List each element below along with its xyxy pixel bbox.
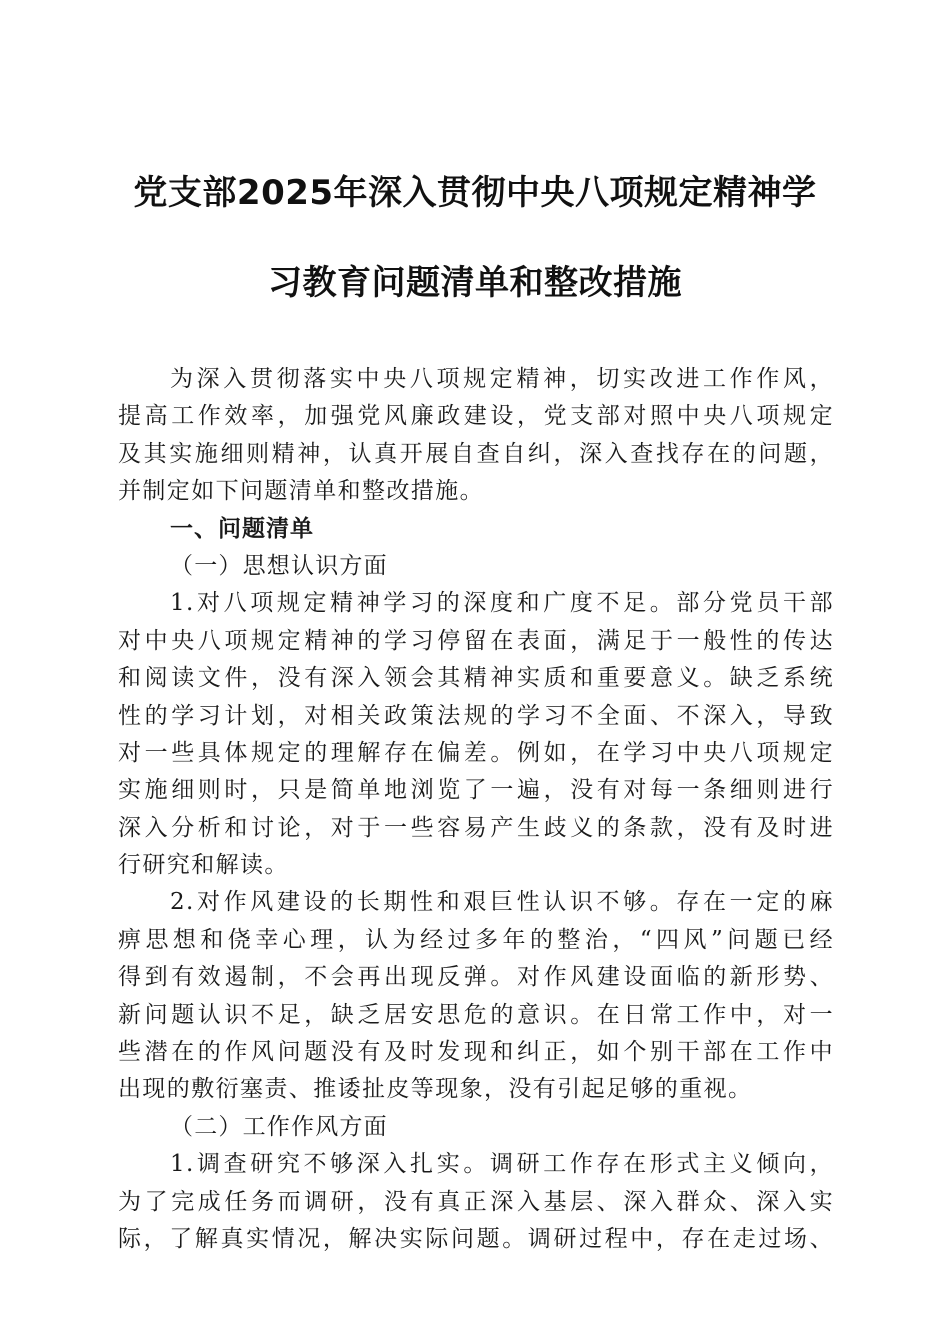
- paragraph-item-1-2: [118, 884, 834, 1108]
- item-2-1-line-1: 1.调查研究不够深入扎实。调研工作存在形式主义倾向，: [170, 1151, 834, 1178]
- paragraph-item-1-1: [118, 585, 834, 884]
- intro-line-4: 并制定如下问题清单和整改措施。: [118, 478, 484, 505]
- item-2-1-line-2: 为了完成任务而调研，没有真正深入基层、深入群众、深入实: [118, 1188, 834, 1215]
- title-line-1: 党支部2025年深入贯彻中央八项规定精神学: [133, 173, 817, 213]
- subsection-heading-work-style: （二）工作作风方面: [170, 1113, 388, 1140]
- item-1-1-line-5: 对一些具体规定的理解存在偏差。例如，在学习中央八项规定: [118, 739, 834, 766]
- item-2-1-line-3: 际，了解真实情况，解决实际问题。调研过程中，存在走过场、: [118, 1225, 834, 1252]
- item-1-2-line-1: 2.对作风建设的长期性和艰巨性认识不够。存在一定的麻: [170, 889, 834, 916]
- title-line-2: 习教育问题清单和整改措施: [268, 263, 682, 303]
- item-1-2-line-4: 新问题认识不足，缺乏居安思危的意识。在日常工作中，对一: [118, 1001, 834, 1028]
- item-1-2-line-6: 出现的敷衍塞责、推诿扯皮等现象，没有引起足够的重视。: [118, 1076, 753, 1103]
- document-body: [118, 361, 834, 1258]
- intro-line-1: 为深入贯彻落实中央八项规定精神，切实改进工作作风，: [170, 366, 834, 392]
- item-1-2-line-2: 痹思想和侥幸心理，认为经过多年的整治，“四风”问题已经: [118, 926, 834, 953]
- item-1-1-line-8: 行研究和解读。: [118, 852, 289, 879]
- section-heading-problem-list: 一、问题清单: [170, 515, 314, 542]
- item-1-2-line-3: 得到有效遏制，不会再出现反弹。对作风建设面临的新形势、: [118, 964, 834, 991]
- intro-line-3: 及其实施细则精神，认真开展自查自纠，深入查找存在的问题，: [118, 440, 834, 467]
- item-1-1-line-7: 深入分析和讨论，对于一些容易产生歧义的条款，没有及时进: [118, 814, 834, 841]
- intro-line-2: 提高工作效率，加强党风廉政建设，党支部对照中央八项规定: [118, 403, 834, 430]
- item-1-1-line-1: 1.对八项规定精神学习的深度和广度不足。部分党员干部: [170, 590, 834, 617]
- item-1-1-line-2: 对中央八项规定精神的学习停留在表面，满足于一般性的传达: [118, 627, 834, 654]
- paragraph-item-2-1: [118, 1146, 834, 1258]
- document-title: [100, 148, 850, 328]
- item-1-2-line-5: 些潜在的作风问题没有及时发现和纠正，如个别干部在工作中: [118, 1039, 834, 1066]
- subsection-heading-thinking: （一）思想认识方面: [170, 552, 388, 579]
- item-1-1-line-4: 性的学习计划，对相关政策法规的学习不全面、不深入，导致: [118, 702, 834, 729]
- item-1-1-line-3: 和阅读文件，没有深入领会其精神实质和重要意义。缺乏系统: [118, 665, 834, 692]
- item-1-1-line-6: 实施细则时，只是简单地浏览了一遍，没有对每一条细则进行: [118, 777, 834, 804]
- intro-paragraph: [118, 361, 834, 511]
